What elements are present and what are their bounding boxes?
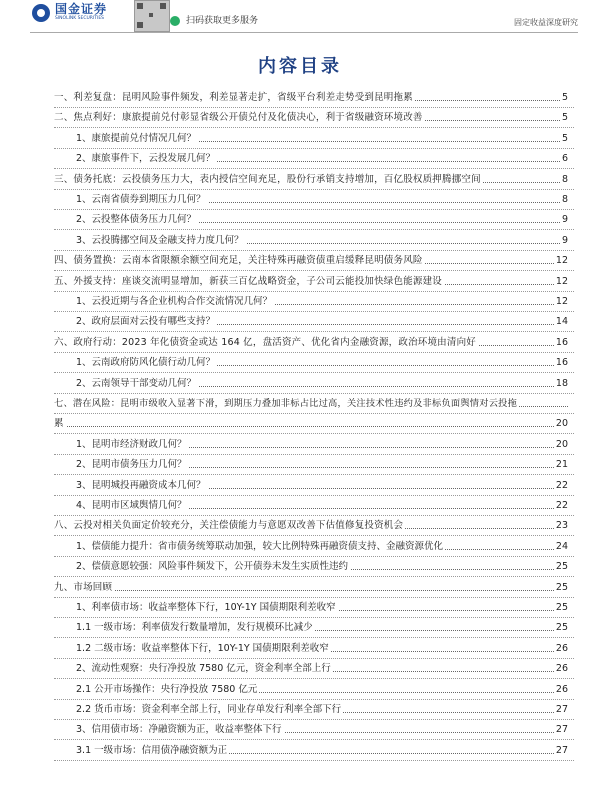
toc-entry[interactable] <box>0 500 600 512</box>
toc-page-number: 26 <box>555 642 568 654</box>
toc-entry[interactable] <box>0 398 600 410</box>
toc-page-number: 8 <box>561 194 568 205</box>
toc-entry-label[interactable]: 1、利率债市场：收益率整体下行，10Y-1Y 国债期限利差收窄 <box>76 602 336 613</box>
toc-row-separator <box>54 413 574 414</box>
toc-entry-label[interactable]: 一、利差复盘：昆明风险事件频发，利差显著走扩，省级平台利差走势受到昆明拖累 <box>54 92 413 103</box>
toc-dot-leader <box>54 426 568 427</box>
toc-entry[interactable] <box>0 276 600 288</box>
toc-entry-label[interactable]: 2、云投整体债务压力几何？ <box>76 214 197 226</box>
toc-entry-label[interactable]: 累 <box>54 418 64 430</box>
toc-entry-label[interactable]: 3、云投腾挪空间及金融支持力度几何？ <box>76 234 244 246</box>
page-title: 内容目录 <box>258 56 342 77</box>
toc-entry[interactable] <box>0 174 600 186</box>
toc-row-separator <box>54 719 574 720</box>
toc-page-number: 22 <box>555 479 568 491</box>
toc-row-separator <box>54 107 574 108</box>
toc-entry-label[interactable]: 2、政府层面对云投有哪些支持？ <box>76 316 216 328</box>
toc-row-separator <box>54 352 574 353</box>
toc-page-number: 5 <box>561 92 568 103</box>
toc-entry[interactable] <box>0 459 600 471</box>
toc-entry-label[interactable]: 1、昆明市经济财政几何？ <box>76 438 187 450</box>
toc-page-number: 25 <box>555 602 568 613</box>
toc-page-number: 27 <box>555 724 568 736</box>
toc-page-number: 25 <box>555 561 568 573</box>
toc-entry[interactable] <box>0 378 600 390</box>
toc-page-number: 12 <box>555 275 568 287</box>
toc-dot-leader <box>54 590 568 591</box>
toc-entry-label[interactable]: 2、昆明市债务压力几何？ <box>76 459 187 471</box>
toc-row-separator <box>54 495 574 496</box>
toc-page-number: 6 <box>561 153 568 165</box>
toc-entry[interactable] <box>0 582 600 594</box>
toc-page-number: 12 <box>555 255 568 267</box>
toc-row-separator <box>54 209 574 210</box>
toc-row-separator <box>54 433 574 434</box>
toc-entry-label[interactable]: 1.2 二级市场：收益率整体下行，10Y-1Y 国债期限利差收窄 <box>76 642 329 654</box>
toc-row-separator <box>54 393 574 394</box>
toc-entry[interactable] <box>0 663 600 675</box>
toc-entry[interactable] <box>0 439 600 451</box>
toc-entry[interactable] <box>0 684 600 696</box>
toc-row-separator <box>54 127 574 128</box>
toc-page-number: 22 <box>555 500 568 511</box>
toc-entry-label[interactable]: 3、昆明城投再融资成本几何？ <box>76 479 206 491</box>
toc-page-number: 24 <box>555 540 568 552</box>
toc-entry-label[interactable]: 1、云南省债券到期压力几何？ <box>76 194 206 205</box>
toc-row-separator <box>54 617 574 618</box>
toc-entry-label[interactable]: 2、偿债意愿较强：风险事件频发下，公开债券未发生实质性违约 <box>76 561 349 573</box>
toc-page-number: 14 <box>555 316 568 328</box>
logo-english-text: SINOLINK SECURITIES <box>55 16 105 21</box>
toc-entry-label[interactable]: 2、康旅事件下，云投发展几何？ <box>76 153 216 165</box>
toc-row-separator <box>54 372 574 373</box>
toc-entry[interactable] <box>0 296 600 308</box>
toc-entry[interactable] <box>0 194 600 206</box>
toc-page-number: 16 <box>555 336 568 348</box>
toc-page-number: 23 <box>555 520 568 532</box>
toc-entry-label[interactable]: 二、焦点利好：康旅提前兑付彰显省级公开债兑付及化债决心，利于省级融资环境改善 <box>54 112 423 124</box>
toc-row-separator <box>54 311 574 312</box>
toc-page-number: 27 <box>555 704 568 715</box>
toc-entry[interactable] <box>0 153 600 165</box>
toc-entry[interactable] <box>0 235 600 247</box>
toc-row-separator <box>54 597 574 598</box>
toc-row-separator <box>54 331 574 332</box>
toc-entry[interactable] <box>0 520 600 532</box>
toc-entry-label[interactable]: 2.1 公开市场操作：央行净投放 7580 亿元 <box>76 683 258 695</box>
toc-row-separator <box>54 699 574 700</box>
toc-entry[interactable] <box>0 112 600 124</box>
toc-entry-label[interactable]: 2、云南领导干部变动几何？ <box>76 377 197 389</box>
toc-entry-label[interactable]: 3、信用债市场：净融资额为正，收益率整体下行 <box>76 724 282 736</box>
toc-page-number: 5 <box>561 132 568 144</box>
toc-entry[interactable] <box>0 643 600 655</box>
toc-page-number: 25 <box>555 622 568 634</box>
toc-page-number: 16 <box>555 357 568 369</box>
toc-entry-label[interactable]: 六、政府行动：2023 年化债资金或达 164 亿，盘活资产、优化省内金融资源，政治环境由清向好 <box>54 336 476 348</box>
toc-entry-label[interactable]: 3.1 一级市场：信用债净融资额为正 <box>76 744 228 756</box>
toc-row-separator <box>54 678 574 679</box>
toc-page-number: 26 <box>555 683 568 695</box>
report-type-label: 固定收益深度研究 <box>514 18 578 27</box>
toc-row-separator <box>54 148 574 149</box>
toc-page-number: 18 <box>555 377 568 389</box>
toc-row-separator <box>54 229 574 230</box>
toc-entry-label[interactable]: 1、云南政府防风化债行动几何？ <box>76 357 216 369</box>
toc-row-separator <box>54 658 574 659</box>
toc-row-separator <box>54 760 574 761</box>
toc-entry[interactable] <box>0 704 600 716</box>
toc-page-number: 9 <box>561 214 568 226</box>
toc-entry-label[interactable]: 八、云投对相关负面定价较充分，关注偿债能力与意愿双改善下估值修复投资机会 <box>54 520 404 532</box>
toc-entry[interactable] <box>0 418 600 430</box>
toc-entry[interactable] <box>0 214 600 226</box>
toc-entry-label[interactable]: 1、云投近期与各企业机构合作交流情况几何？ <box>76 296 273 307</box>
toc-entry[interactable] <box>0 133 600 145</box>
toc-row-separator <box>54 474 574 475</box>
toc-entry[interactable] <box>0 316 600 328</box>
toc-entry-label[interactable]: 九、市场回顾 <box>54 581 113 593</box>
toc-entry[interactable] <box>0 337 600 349</box>
toc-entry-label[interactable]: 三、债务托底：云投债务压力大，表内授信空间充足，股份行承销支持增加，百亿股权质押腾挪空间 <box>54 173 481 185</box>
toc-row-separator <box>54 454 574 455</box>
toc-page-number: 27 <box>555 744 568 756</box>
toc-page-number: 26 <box>555 663 568 675</box>
toc-entry-label[interactable]: 2.2 货币市场：资金利率全部上行，同业存单发行利率全部下行 <box>76 704 342 715</box>
toc-entry[interactable] <box>0 561 600 573</box>
logo-chinese-text: 国金证券 <box>55 2 108 16</box>
toc-entry-label[interactable]: 七、潜在风险：昆明市级收入显著下滑，到期压力叠加非标占比过高，关注技术性违约及非标负面舆情对云投拖 <box>54 398 518 409</box>
toc-row-separator <box>54 168 574 169</box>
toc-page-number: 5 <box>561 112 568 124</box>
toc-entry-label[interactable]: 五、外援支持：座谈交流明显增加，新获三百亿战略资金，子公司云能投加快绿色能源建设 <box>54 275 443 287</box>
toc-entry[interactable] <box>0 541 600 553</box>
toc-page-number: 21 <box>555 459 568 471</box>
toc-page-number: 8 <box>561 173 568 185</box>
toc-entry[interactable] <box>0 622 600 634</box>
toc-row-separator <box>54 637 574 638</box>
toc-entry[interactable] <box>0 255 600 267</box>
toc-row-separator <box>54 576 574 577</box>
toc-entry[interactable] <box>0 745 600 757</box>
toc-entry-label[interactable]: 1、康旅提前兑付情况几何？ <box>76 132 197 144</box>
toc-entry[interactable] <box>0 92 600 104</box>
toc-page-number: 20 <box>555 438 568 450</box>
toc-row-separator <box>54 556 574 557</box>
toc-entry-label[interactable]: 2、流动性观察：央行净投放 7580 亿元，资金利率全部上行 <box>76 663 331 675</box>
toc-entry-label[interactable]: 1、偿债能力提升：省市债务统筹联动加强，较大比例特殊再融资债支持、金融资源优化 <box>76 540 444 552</box>
toc-page-number: 9 <box>561 234 568 246</box>
toc-row-separator <box>54 739 574 740</box>
toc-page-number: 12 <box>555 296 568 307</box>
toc-entry-label[interactable]: 四、债务置换：云南本省限额余额空间充足，关注特殊再融资债重启缓释昆明债务风险 <box>54 255 423 267</box>
toc-row-separator <box>54 250 574 251</box>
toc-row-separator <box>54 189 574 190</box>
toc-entry[interactable] <box>0 602 600 614</box>
toc-page-number: 25 <box>555 581 568 593</box>
toc-row-separator <box>54 515 574 516</box>
toc-entry-label[interactable]: 1.1 一级市场：利率债发行数量增加，发行规模环比减少 <box>76 622 313 634</box>
toc-entry-label[interactable]: 4、昆明市区域舆情几何？ <box>76 500 187 511</box>
toc-page-number: 20 <box>555 418 568 430</box>
toc-row-separator <box>54 291 574 292</box>
toc-entry[interactable] <box>0 724 600 736</box>
scan-service-text: 扫码获取更多服务 <box>186 16 259 26</box>
toc-row-separator <box>54 270 574 271</box>
toc-row-separator <box>54 535 574 536</box>
toc-entry[interactable] <box>0 357 600 369</box>
toc-entry[interactable] <box>0 480 600 492</box>
